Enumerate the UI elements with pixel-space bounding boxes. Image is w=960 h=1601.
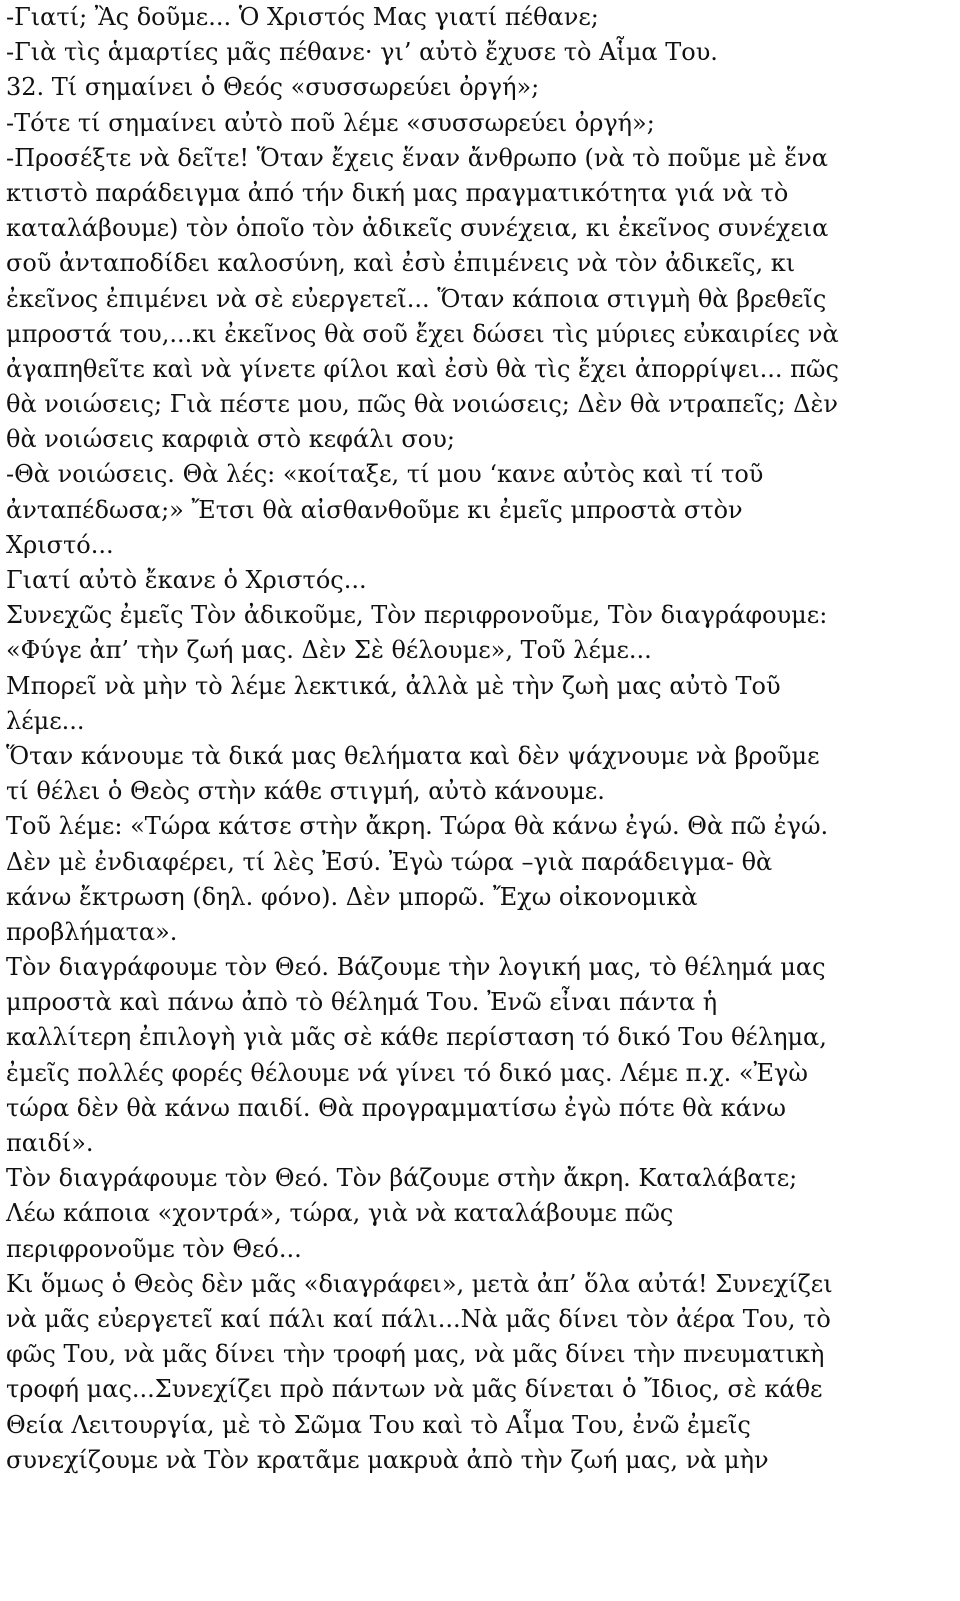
text-line: νὰ μᾶς εὐεργετεῖ καί πάλι καί πάλι...Νὰ μᾶς δίνει τὸν ἀέρα Του, τὸ: [6, 1304, 831, 1333]
text-line: κτιστὸ παράδειγμα ἀπό τήν δική μας πραγματικότητα γιά νὰ τὸ: [6, 178, 789, 207]
text-line: συνεχίζουμε νὰ Τὸν κρατᾶμε μακρυὰ ἀπὸ τὴν ζωή μας, νὰ μὴν: [6, 1445, 769, 1474]
text-line: τροφή μας...Συνεχίζει πρὸ πάντων νὰ μᾶς δίνεται ὁ Ἴδιος, σὲ κάθε: [6, 1375, 823, 1404]
text-line: -Γιὰ τὶς ἁμαρτίες μᾶς πέθανε· γι’ αὐτὸ ἔχυσε τὸ Αἷμα Του.: [6, 38, 718, 67]
text-line: μπροστά του,...κι ἐκεῖνος θὰ σοῦ ἔχει δώσει τὶς μύριες εὐκαιρίες νὰ: [6, 319, 839, 348]
text-line: φῶς Του, νὰ μᾶς δίνει τὴν τροφή μας, νὰ μᾶς δίνει τὴν πνευματικὴ: [6, 1340, 825, 1369]
text-line: προβλήματα».: [6, 917, 178, 946]
text-line: -Τότε τί σημαίνει αὐτὸ ποῦ λέμε «συσσωρεύει ὀργή»;: [6, 108, 655, 137]
text-line: ἐκεῖνος ἐπιμένει νὰ σὲ εὐεργετεῖ... Ὅταν κάποια στιγμὴ θὰ βρεθεῖς: [6, 284, 827, 313]
text-line: ἀνταπέδωσα;» Ἔτσι θὰ αἰσθανθοῦμε κι ἐμεῖς μπροστὰ στὸν: [6, 495, 743, 524]
text-line: Κι ὅμως ὁ Θεὸς δὲν μᾶς «διαγράφει», μετὰ ἀπ’ ὅλα αὐτά! Συνεχίζει: [6, 1269, 833, 1298]
text-line: ἐμεῖς πολλές φορές θέλουμε νά γίνει τό δικό μας. Λέμε π.χ. «Ἐγὼ: [6, 1058, 808, 1087]
text-line: τώρα δὲν θὰ κάνω παιδί. Θὰ προγραμματίσω ἐγὼ πότε θὰ κάνω: [6, 1093, 786, 1122]
document-page: [6, 0, 946, 1548]
text-line: κάνω ἔκτρωση (δηλ. φόνο). Δὲν μπορῶ. Ἔχω οἰκονομικὰ: [6, 882, 698, 911]
text-line: τί θέλει ὁ Θεὸς στὴν κάθε στιγμή, αὐτὸ κάνουμε.: [6, 777, 605, 806]
text-line: Δὲν μὲ ἐνδιαφέρει, τί λὲς Ἐσύ. Ἐγὼ τώρα –γιὰ παράδειγμα- θὰ: [6, 847, 773, 876]
text-line: -Γιατί; Ἂς δοῦμε... Ὁ Χριστός Μας γιατί πέθανε;: [6, 3, 599, 31]
text-line: θὰ νοιώσεις; Γιὰ πέστε μου, πῶς θὰ νοιώσεις; Δὲν θὰ ντραπεῖς; Δὲν: [6, 390, 838, 419]
text-line: μπροστὰ καὶ πάνω ἀπὸ τὸ θέλημά Του. Ἐνῶ εἶναι πάντα ἡ: [6, 988, 718, 1017]
text-line: Λέω κάποια «χοντρά», τώρα, γιὰ νὰ καταλάβουμε πῶς: [6, 1199, 674, 1228]
text-line: «Φύγε ἀπ’ τὴν ζωή μας. Δὲν Σὲ θέλουμε», Τοῦ λέμε...: [6, 636, 652, 665]
text-line: Μπορεῖ νὰ μὴν τὸ λέμε λεκτικά, ἀλλὰ μὲ τὴν ζωὴ μας αὐτὸ Τοῦ: [6, 671, 781, 700]
text-line: Τὸν διαγράφουμε τὸν Θεό. Τὸν βάζουμε στὴν ἄκρη. Καταλάβατε;: [6, 1164, 798, 1193]
text-line: παιδί».: [6, 1129, 94, 1157]
text-line: σοῦ ἀνταποδίδει καλοσύνη, καὶ ἐσὺ ἐπιμένεις νὰ τὸν ἀδικεῖς, κι: [6, 249, 796, 278]
text-line: καλλίτερη ἐπιλογὴ γιὰ μᾶς σὲ κάθε περίσταση τό δικό Του θέλημα,: [6, 1023, 827, 1052]
text-line: Συνεχῶς ἐμεῖς Τὸν ἀδικοῦμε, Τὸν περιφρονοῦμε, Τὸν διαγράφουμε:: [6, 601, 828, 630]
text-line: θὰ νοιώσεις καρφιὰ στὸ κεφάλι σου;: [6, 425, 455, 454]
text-line: [6, 1478, 946, 1513]
text-line: Χριστό...: [6, 530, 114, 559]
text-line: [6, 1513, 946, 1548]
text-line: Τὸν διαγράφουμε τὸν Θεό. Βάζουμε τὴν λογική μας, τὸ θέλημά μας: [6, 953, 826, 982]
text-line: Θεία Λειτουργία, μὲ τὸ Σῶμα Του καὶ τὸ Αἷμα Του, ἐνῶ ἐμεῖς: [6, 1410, 751, 1439]
text-line: περιφρονοῦμε τὸν Θεό...: [6, 1234, 302, 1263]
text-line: -Θὰ νοιώσεις. Θὰ λές: «κοίταξε, τί μου ‘κανε αὐτὸς καὶ τί τοῦ: [6, 460, 764, 489]
section-heading: 32. Τί σημαίνει ὁ Θεός «συσσωρεύει ὀργή»;: [6, 73, 540, 102]
text-line: ἀγαπηθεῖτε καὶ νὰ γίνετε φίλοι καὶ ἐσὺ θὰ τὶς ἔχει ἀπορρίψει... πῶς: [6, 354, 839, 383]
text-line: Τοῦ λέμε: «Τώρα κάτσε στὴν ἄκρη. Τώρα θὰ κάνω ἐγώ. Θὰ πῶ ἐγώ.: [6, 812, 829, 841]
text-line: καταλάβουμε) τὸν ὁποῖο τὸν ἀδικεῖς συνέχεια, κι ἐκεῖνος συνέχεια: [6, 214, 829, 243]
text-line: Γιατί αὐτὸ ἔκανε ὁ Χριστός...: [6, 566, 367, 594]
text-line: -Προσέξτε νὰ δεῖτε! Ὅταν ἔχεις ἕναν ἄνθρωπο (νὰ τὸ ποῦμε μὲ ἕνα: [6, 143, 828, 172]
text-line: Ὅταν κάνουμε τὰ δικά μας θελήματα καὶ δὲν ψάχνουμε νὰ βροῦμε: [6, 741, 820, 770]
text-line: λέμε...: [6, 706, 85, 735]
